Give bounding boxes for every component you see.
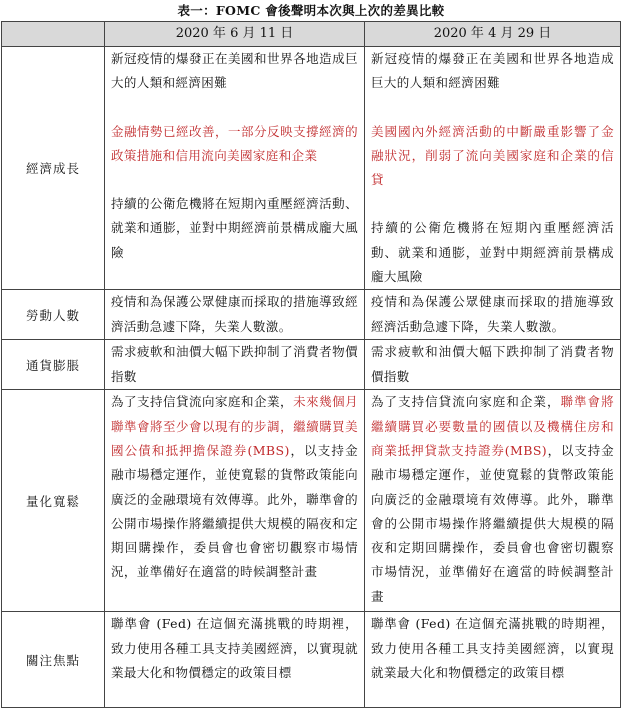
header-current-date: 2020 年 6 月 11 日 (105, 22, 365, 47)
cell-labor-current: 疫情和為保護公眾健康而採取的措施導致經濟活動急遽下降，失業人數激。 (105, 290, 365, 340)
table-row-qe (2, 390, 621, 612)
table-row-focus (2, 612, 621, 708)
row-label-qe: 量化寬鬆 (2, 390, 105, 612)
growth-current-p1: 新冠疫情的爆發正在美國和世界各地造成巨大的人類和經濟困難 (111, 51, 358, 91)
qe-previous-lead: 為了支持信貸流向家庭和企業， (371, 394, 561, 410)
header-blank (2, 22, 105, 47)
cell-focus-previous: 聯準會 (Fed) 在這個充滿挑戰的時期裡，致力使用各種工具支持美國經濟，以實現就業最大化和物價穩定的政策目標 (365, 612, 621, 708)
row-label-growth: 經濟成長 (2, 47, 105, 290)
growth-previous-p2: 美國國內外經濟活動的中斷嚴重影響了金融狀況，削弱了流向美國家庭和企業的信貸 (371, 123, 614, 188)
cell-inflation-current: 需求疲軟和油價大幅下跌抑制了消費者物價指數 (105, 340, 365, 390)
cell-growth-current (105, 47, 365, 290)
growth-previous-p3: 持續的公衛危機將在短期內重壓經濟活動、就業和通膨，並對中期經濟前景構成龐大風險 (371, 220, 614, 285)
qe-previous-rest: ，以支持金融市場穩定運作，並使寬鬆的貨幣政策能向廣泛的金融環境有效傳導。此外，聯準會的公開市場操作將繼續提供大規模的隔夜和定期回購操作，委員會也會密切觀察市場情況，並準備好在適當的時候調整計畫 (371, 442, 614, 604)
qe-current-rest: ，以支持金融市場穩定運作，並使寬鬆的貨幣政策能向廣泛的金融環境有效傳導。此外，聯準會的公開市場操作將繼續提供大規模的隔夜和定期回購操作，委員會也會密切觀察市場情況，並準備好在適當的時候調整計畫 (111, 442, 358, 580)
table-row-labor (2, 290, 621, 340)
qe-current-highlight: 未來幾個月聯準會將至少會以現有的步調，繼續購買美國公債和抵押擔保證券(MBS) (111, 394, 358, 458)
table-title: 表一：FOMC 會後聲明本次與上次的差異比較 (177, 3, 445, 18)
growth-current-p2: 金融情勢已經改善，一部分反映支撐經濟的政策措施和信用流向美國家庭和企業 (111, 123, 358, 163)
header-row (2, 22, 621, 47)
cell-qe-previous (365, 390, 621, 612)
qe-previous-highlight: 聯準會將繼續購買必要數量的國債以及機構住房和商業抵押貸款支持證券(MBS) (371, 394, 614, 458)
cell-qe-current (105, 390, 365, 612)
growth-previous-p1: 新冠疫情的爆發正在美國和世界各地造成巨大的人類和經濟困難 (371, 51, 614, 91)
row-label-labor: 勞動人數 (2, 290, 105, 340)
row-label-focus: 關注焦點 (2, 612, 105, 708)
table-row-inflation (2, 340, 621, 390)
row-label-inflation: 通貨膨脹 (2, 340, 105, 390)
growth-current-p3: 持續的公衛危機將在短期內重壓經濟活動、就業和通膨，並對中期經濟前景構成龐大風險 (111, 196, 358, 260)
cell-growth-previous (365, 47, 621, 290)
qe-current-lead: 為了支持信貸流向家庭和企業， (111, 394, 294, 410)
comparison-table (1, 21, 621, 708)
table-row-growth (2, 47, 621, 290)
cell-inflation-previous: 需求疲軟和油價大幅下跌抑制了消費者物價指數 (365, 340, 621, 390)
header-previous-date: 2020 年 4 月 29 日 (365, 22, 621, 47)
cell-focus-current: 聯準會 (Fed) 在這個充滿挑戰的時期裡，致力使用各種工具支持美國經濟，以實現就業最大化和物價穩定的政策目標 (105, 612, 365, 708)
cell-labor-previous: 疫情和為保護公眾健康而採取的措施導致經濟活動急遽下降，失業人數激。 (365, 290, 621, 340)
